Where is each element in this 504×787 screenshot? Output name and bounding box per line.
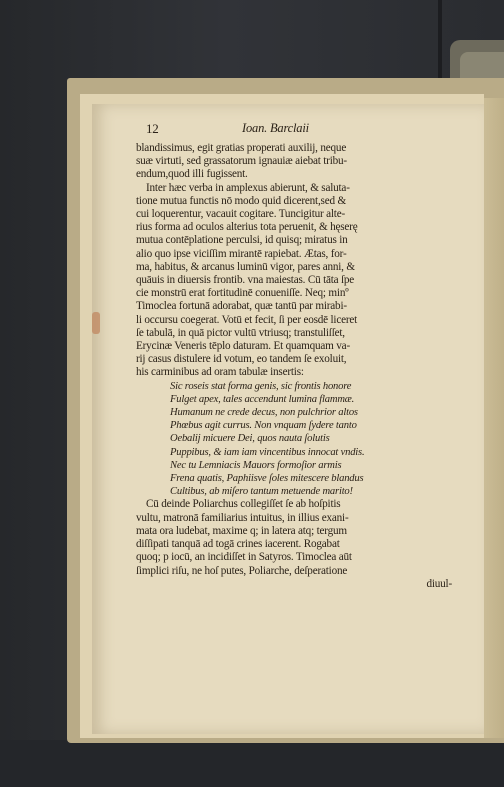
- text-line: Timoclea fortunā adorabat, quæ tantū par mirabi-: [136, 300, 347, 313]
- text-line: blandissimus, egit gratias properati auxilij, neque: [136, 142, 347, 154]
- running-head: Ioan. Barclaii: [242, 121, 309, 135]
- text-line: cui loquerentur, vacauit cogitare. Tuncigitur alte-: [136, 208, 345, 221]
- text-line: tione mutua functis nō modo quid dicerent,sed &: [136, 194, 346, 207]
- text-line: Erycinæ Veneris tēplo daturam. Et quamquam va-: [136, 340, 350, 353]
- text-line: ma, habitus, & arcanus luminū vigor, pares anni, &: [136, 260, 355, 273]
- background-bottom-band: [0, 740, 504, 787]
- verse-line: Oebalij micuere Dei, quos nauta ſolutis: [170, 433, 330, 445]
- text-line: ſe tabulā, in quā pictor vultū vtriusq; transtuliſſet,: [136, 326, 345, 339]
- paragraph-start-line: Cū deinde Poliarchus collegiſſet ſe ab hoſpitis: [146, 498, 341, 511]
- paper-stain: [92, 312, 100, 334]
- text-line: diſſipati tanquā ad togā crines iacerent. Rogabat: [136, 538, 340, 551]
- text-line: quoq; p iocū, an incidiſſet in Satyros. Timoclea aūt: [136, 551, 352, 564]
- text-line: his carminibus ad oram tabulæ insertis:: [136, 366, 304, 379]
- folio-number: 12: [146, 121, 159, 136]
- text-line: rij casus distulere id votum, eo tandem ſe exoluit,: [136, 353, 347, 366]
- verse-line: Puppibus, & iam iam vincentibus innocat vndis.: [170, 446, 365, 458]
- verse-line: Humanum ne crede decus, non pulchrior altos: [170, 407, 358, 419]
- verse-line: Frena quatis, Paphiisve ſoles mitescere blandus: [170, 473, 364, 485]
- page-header: [136, 120, 454, 142]
- text-line: cie monstrū erat fortitudinē conueniſſe. Neq; minº: [136, 287, 349, 300]
- verse-line: Phœbus agit currus. Non vnquam ſydere tanto: [170, 420, 357, 432]
- text-line: mutua contēplatione perculsi, id quisq; miratus in: [136, 234, 348, 247]
- text-line: rius forma ad oculos alterius tota peruenit, & hęserę: [136, 221, 358, 234]
- text-line: mata ora ludebat, maxime q; in latera atq; tergum: [136, 524, 347, 537]
- text-line: alio quo ipse viciſſim mirantē rapiebat. Ætas, for-: [136, 247, 347, 260]
- catchword: diuul-: [426, 577, 452, 590]
- page-text: [136, 120, 454, 591]
- verse-line: Cultibus, ab miſero tantum metuende marito!: [170, 486, 353, 498]
- verse-line: Nec tu Lemniacis Mauors formoſior armis: [170, 459, 342, 471]
- text-line: li occursu coegerat. Votū et fecit, ſi per eosdē liceret: [136, 313, 358, 326]
- text-line: ſimplici riſu, ne hoſ putes, Poliarche, deſperatione: [136, 564, 348, 577]
- text-line: vultu, matronā familiarius intuitus, in illius exani-: [136, 511, 349, 524]
- text-line: quāuis in diuersis frontib. vna maiestas. Cū tāta ſpe: [136, 274, 355, 287]
- text-line: endum,quod illi fugissent.: [136, 168, 248, 181]
- verse-line: Fulget apex, tales accendunt lumina flammæ.: [170, 393, 355, 405]
- text-line: suæ virtuti, sed grassatorum ignauiæ aiebat tribu-: [136, 155, 347, 168]
- verse-line: Sic roseis stat forma genis, sic frontis honore: [170, 380, 352, 392]
- paragraph-start-line: Inter hæc verba in amplexus abierunt, & saluta-: [146, 181, 350, 194]
